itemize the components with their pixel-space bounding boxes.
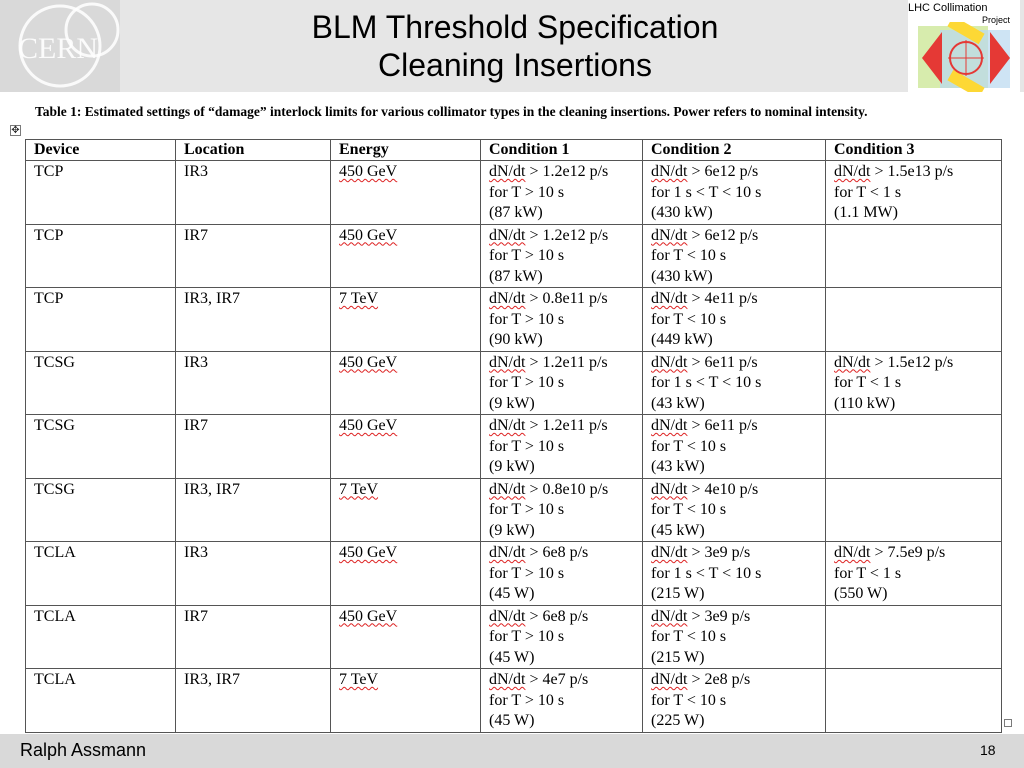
table-row bbox=[26, 288, 1002, 352]
condition-line: dN/dt > 6e11 p/s bbox=[651, 353, 758, 371]
cell-condition-2 bbox=[643, 605, 826, 669]
cell-condition-2 bbox=[643, 415, 826, 479]
table-resize-handle[interactable] bbox=[1004, 719, 1012, 727]
title-line-2: Cleaning Insertions bbox=[378, 47, 652, 83]
condition-line: dN/dt > 4e7 p/s bbox=[489, 671, 589, 688]
collimator-emblem-icon bbox=[912, 22, 1016, 92]
header-condition-3: Condition 3 bbox=[826, 140, 1002, 161]
spellcheck-token: dN/dt bbox=[489, 163, 526, 180]
cell-condition-1 bbox=[481, 478, 643, 542]
condition-line: (87 kW) bbox=[489, 204, 543, 221]
cell-condition-3 bbox=[826, 605, 1002, 669]
condition-line: for T < 10 s bbox=[651, 437, 727, 455]
energy-value: 450 GeV bbox=[339, 226, 398, 244]
cern-logo-lettering: CERN bbox=[17, 32, 99, 65]
cell-condition-1 bbox=[481, 161, 643, 225]
cell-condition-1 bbox=[481, 605, 643, 669]
condition-line: for T > 10 s bbox=[489, 628, 565, 645]
cell-energy bbox=[331, 478, 481, 542]
cell-energy bbox=[331, 351, 481, 415]
cell-condition-3 bbox=[826, 415, 1002, 479]
condition-line: dN/dt > 1.2e11 p/s bbox=[489, 417, 608, 434]
condition-line: dN/dt > 0.8e11 p/s bbox=[489, 290, 608, 307]
spellcheck-token: dN/dt bbox=[489, 353, 526, 371]
table-row bbox=[26, 351, 1002, 415]
cell-condition-3 bbox=[826, 669, 1002, 733]
table-row bbox=[26, 542, 1002, 606]
condition-line: for T > 10 s bbox=[489, 247, 565, 264]
condition-line: dN/dt > 1.2e11 p/s bbox=[489, 353, 608, 371]
energy-value: 450 GeV bbox=[339, 353, 398, 371]
spellcheck-token: dN/dt bbox=[651, 290, 688, 307]
slide-footer bbox=[0, 734, 1024, 768]
cell-energy bbox=[331, 605, 481, 669]
condition-line: (43 kW) bbox=[651, 394, 705, 412]
spellcheck-token: dN/dt bbox=[489, 417, 526, 434]
cell-condition-1 bbox=[481, 415, 643, 479]
condition-line: for T > 10 s bbox=[489, 374, 565, 391]
table-row bbox=[26, 478, 1002, 542]
cell-location: IR7 bbox=[176, 224, 331, 288]
condition-line: for T < 1 s bbox=[834, 183, 902, 201]
cell-location: IR3 bbox=[176, 351, 331, 415]
cell-condition-2 bbox=[643, 288, 826, 352]
condition-line: (87 kW) bbox=[489, 267, 543, 285]
energy-value: 7 TeV bbox=[339, 290, 379, 307]
condition-line: dN/dt > 0.8e10 p/s bbox=[489, 480, 609, 498]
cell-condition-3 bbox=[826, 161, 1002, 225]
condition-line: (110 kW) bbox=[834, 394, 896, 412]
energy-value: 450 GeV bbox=[339, 163, 398, 180]
lhc-collimation-logo bbox=[908, 0, 1020, 92]
condition-line: (215 W) bbox=[651, 585, 705, 602]
condition-line: (215 W) bbox=[651, 648, 705, 666]
cell-condition-3 bbox=[826, 478, 1002, 542]
cell-condition-2 bbox=[643, 224, 826, 288]
condition-line: dN/dt > 4e11 p/s bbox=[651, 290, 758, 307]
condition-line: for T > 10 s bbox=[489, 691, 565, 709]
condition-line: (45 W) bbox=[489, 712, 535, 729]
condition-line: (9 kW) bbox=[489, 394, 535, 412]
energy-value: 450 GeV bbox=[339, 607, 398, 625]
condition-line: (45 W) bbox=[489, 648, 535, 666]
header-condition-2: Condition 2 bbox=[643, 140, 826, 161]
spellcheck-token: dN/dt bbox=[489, 226, 526, 244]
condition-line: for T > 10 s bbox=[489, 501, 565, 518]
footer-author: Ralph Assmann bbox=[20, 740, 147, 760]
cell-condition-2 bbox=[643, 478, 826, 542]
cell-condition-2 bbox=[643, 669, 826, 733]
cell-condition-1 bbox=[481, 288, 643, 352]
table-row bbox=[26, 224, 1002, 288]
energy-value: 450 GeV bbox=[339, 544, 398, 561]
spellcheck-token: dN/dt bbox=[651, 480, 688, 498]
cell-device: TCSG bbox=[26, 351, 176, 415]
cell-device: TCLA bbox=[26, 605, 176, 669]
cell-condition-2 bbox=[643, 161, 826, 225]
cell-device: TCP bbox=[26, 224, 176, 288]
condition-line: dN/dt > 2e8 p/s bbox=[651, 671, 751, 688]
cell-condition-2 bbox=[643, 351, 826, 415]
table-row bbox=[26, 161, 1002, 225]
condition-line: for T > 10 s bbox=[489, 437, 565, 455]
lhc-logo-line2: Project bbox=[981, 15, 1010, 25]
condition-line: dN/dt > 6e8 p/s bbox=[489, 544, 589, 561]
condition-line: dN/dt > 3e9 p/s bbox=[651, 544, 751, 561]
condition-line: (225 W) bbox=[651, 712, 705, 729]
cell-condition-3 bbox=[826, 224, 1002, 288]
cell-location: IR3, IR7 bbox=[176, 288, 331, 352]
slide-header bbox=[0, 0, 1024, 92]
condition-line: for T > 10 s bbox=[489, 183, 565, 201]
spellcheck-token: dN/dt bbox=[489, 290, 526, 307]
condition-line: (90 kW) bbox=[489, 331, 543, 348]
cell-energy bbox=[331, 542, 481, 606]
cern-logo bbox=[0, 0, 120, 92]
cell-energy bbox=[331, 161, 481, 225]
condition-line: (430 kW) bbox=[651, 204, 713, 221]
condition-line: dN/dt > 3e9 p/s bbox=[651, 607, 751, 625]
condition-line: for T < 1 s bbox=[834, 564, 902, 582]
cell-energy bbox=[331, 224, 481, 288]
condition-line: for T < 10 s bbox=[651, 247, 727, 264]
table-row bbox=[26, 669, 1002, 733]
condition-line: for T > 10 s bbox=[489, 564, 565, 582]
spellcheck-token: dN/dt bbox=[489, 480, 526, 498]
slide-number: 18 bbox=[980, 742, 996, 758]
table-move-handle-icon[interactable]: ✥ bbox=[11, 125, 20, 136]
cell-device: TCLA bbox=[26, 542, 176, 606]
header-device: Device bbox=[26, 140, 176, 161]
cell-condition-1 bbox=[481, 669, 643, 733]
title-line-1: BLM Threshold Specification bbox=[311, 9, 719, 45]
energy-value: 7 TeV bbox=[339, 671, 379, 688]
cell-condition-3 bbox=[826, 288, 1002, 352]
cell-location: IR3, IR7 bbox=[176, 478, 331, 542]
condition-line: (430 kW) bbox=[651, 267, 713, 285]
spellcheck-token: dN/dt bbox=[651, 544, 688, 561]
table-header-row bbox=[26, 140, 1002, 161]
condition-line: dN/dt > 1.2e12 p/s bbox=[489, 163, 609, 180]
spellcheck-token: dN/dt bbox=[651, 353, 688, 371]
condition-line: (9 kW) bbox=[489, 521, 535, 539]
condition-line: (45 W) bbox=[489, 585, 535, 602]
cell-device: TCP bbox=[26, 161, 176, 225]
condition-line: (550 W) bbox=[834, 585, 888, 602]
cell-condition-2 bbox=[643, 542, 826, 606]
condition-line: for T < 10 s bbox=[651, 501, 727, 518]
spellcheck-token: dN/dt bbox=[489, 671, 526, 688]
condition-line: dN/dt > 6e12 p/s bbox=[651, 226, 759, 244]
condition-line: (449 kW) bbox=[651, 331, 713, 348]
spellcheck-token: dN/dt bbox=[834, 544, 871, 561]
cell-condition-3 bbox=[826, 542, 1002, 606]
spellcheck-token: dN/dt bbox=[489, 607, 526, 625]
cell-device: TCSG bbox=[26, 415, 176, 479]
cell-location: IR3, IR7 bbox=[176, 669, 331, 733]
table-body bbox=[26, 161, 1002, 733]
cell-location: IR3 bbox=[176, 542, 331, 606]
cell-condition-1 bbox=[481, 224, 643, 288]
spellcheck-token: dN/dt bbox=[651, 671, 688, 688]
spellcheck-token: dN/dt bbox=[651, 226, 688, 244]
condition-line: dN/dt > 6e11 p/s bbox=[651, 417, 758, 434]
cell-condition-1 bbox=[481, 351, 643, 415]
table-caption: Table 1: Estimated settings of “damage” interlock limits for various collimator types in the cleaning insertions. Power refers to nominal intensity. bbox=[35, 104, 868, 119]
condition-line: (43 kW) bbox=[651, 458, 705, 475]
condition-line: dN/dt > 6e8 p/s bbox=[489, 607, 589, 625]
table-row bbox=[26, 605, 1002, 669]
header-energy: Energy bbox=[331, 140, 481, 161]
header-condition-1: Condition 1 bbox=[481, 140, 643, 161]
spellcheck-token: dN/dt bbox=[651, 163, 688, 180]
condition-line: for T < 1 s bbox=[834, 374, 902, 391]
cell-device: TCSG bbox=[26, 478, 176, 542]
cell-location: IR3 bbox=[176, 161, 331, 225]
condition-line: (45 kW) bbox=[651, 521, 705, 539]
condition-line: for 1 s < T < 10 s bbox=[651, 374, 762, 391]
condition-line: for T < 10 s bbox=[651, 310, 727, 328]
condition-line: (1.1 MW) bbox=[834, 204, 898, 221]
condition-line: dN/dt > 1.5e13 p/s bbox=[834, 163, 954, 180]
spellcheck-token: dN/dt bbox=[834, 163, 871, 180]
cell-device: TCP bbox=[26, 288, 176, 352]
condition-line: for 1 s < T < 10 s bbox=[651, 183, 762, 201]
condition-line: dN/dt > 4e10 p/s bbox=[651, 480, 759, 498]
cell-location: IR7 bbox=[176, 415, 331, 479]
header-location: Location bbox=[176, 140, 331, 161]
spellcheck-token: dN/dt bbox=[489, 544, 526, 561]
spellcheck-token: dN/dt bbox=[834, 353, 871, 371]
cell-energy bbox=[331, 288, 481, 352]
lhc-logo-line1: LHC Collimation bbox=[908, 2, 988, 14]
energy-value: 7 TeV bbox=[339, 480, 379, 498]
cell-energy bbox=[331, 669, 481, 733]
cell-condition-1 bbox=[481, 542, 643, 606]
cern-logo-graphic bbox=[0, 0, 120, 92]
cell-location: IR7 bbox=[176, 605, 331, 669]
condition-line: dN/dt > 6e12 p/s bbox=[651, 163, 759, 180]
condition-line: for T < 10 s bbox=[651, 691, 727, 709]
spellcheck-token: dN/dt bbox=[651, 607, 688, 625]
condition-line: dN/dt > 1.5e12 p/s bbox=[834, 353, 954, 371]
cell-condition-3 bbox=[826, 351, 1002, 415]
table-row bbox=[26, 415, 1002, 479]
spellcheck-token: dN/dt bbox=[651, 417, 688, 434]
slide-title bbox=[200, 8, 830, 84]
cell-device: TCLA bbox=[26, 669, 176, 733]
interlock-limits-table bbox=[25, 139, 1002, 733]
condition-line: for 1 s < T < 10 s bbox=[651, 564, 762, 582]
condition-line: dN/dt > 7.5e9 p/s bbox=[834, 544, 946, 561]
condition-line: dN/dt > 1.2e12 p/s bbox=[489, 226, 609, 244]
cell-energy bbox=[331, 415, 481, 479]
condition-line: for T < 10 s bbox=[651, 628, 727, 645]
energy-value: 450 GeV bbox=[339, 417, 398, 434]
condition-line: (9 kW) bbox=[489, 458, 535, 475]
condition-line: for T > 10 s bbox=[489, 310, 565, 328]
